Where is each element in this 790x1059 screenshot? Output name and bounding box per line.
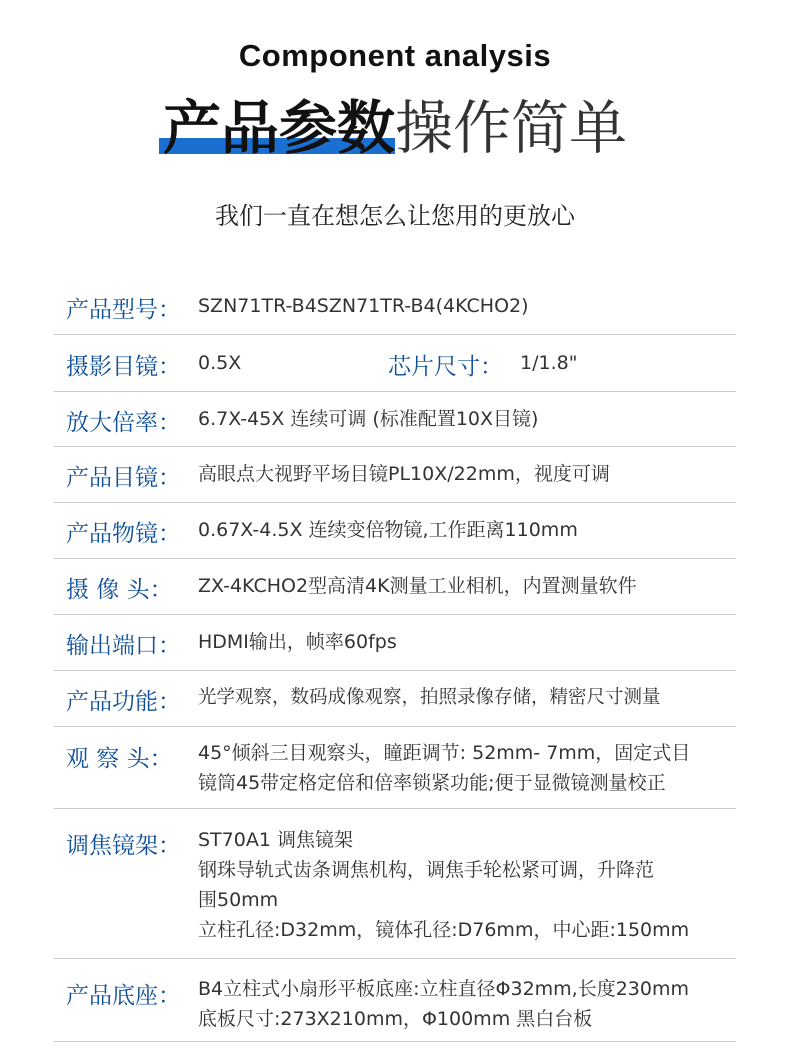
spec-value: SZN71TR-B4SZN71TR-B4(4KCHO2) [198,295,529,317]
spec-value: ZX-4KCHO2型高清4K测量工业相机，内置测量软件 [198,575,637,597]
spec-label: 调焦镜架： [66,833,181,859]
spec-value: ST70A1 调焦镜架 钢珠导轨式齿条调焦机构，调焦手轮松紧可调，升降范 围50mm 立柱孔径:D32mm，镜体孔径:D76mm，中心距:150mm [198,829,690,941]
spec-value: 45°倾斜三目观察头，瞳距调节: 52mm- 7mm，固定式目 镜筒45带定格定倍和倍率锁紧功能;便于显微镜测量校正 [198,742,691,794]
spec-label: 产品底座： [66,983,181,1009]
spec-row-camera-eyepiece [54,335,736,392]
spec-row-viewing-head [54,727,736,809]
spec-value: 高眼点大视野平场目镜PL10X/22mm，视度可调 [198,463,610,485]
spec-label: 产品物镜： [66,521,181,547]
spec-row-function [54,671,736,727]
spec-label: 产品目镜： [66,465,181,491]
spec-label: 产品型号： [66,297,181,323]
chinese-title-bold: 产品参数 [162,94,395,162]
chinese-title [0,92,790,164]
spec-row-magnification [54,392,736,447]
spec-value: 0.5X [198,352,242,374]
spec-label: 放大倍率： [66,410,181,436]
spec-value: B4立柱式小扇形平板底座:立柱直径Φ32mm,长度230mm 底板尺寸:273X210mm，Φ100mm 黑白台板 [198,978,689,1030]
subtitle: 我们一直在想怎么让您用的更放心 [215,202,575,230]
english-title: Component analysis [238,38,552,73]
spec-label: 产品功能： [66,689,181,715]
spec-label: 输出端口： [66,633,181,659]
spec-value: 0.67X-4.5X 连续变倍物镜,工作距离110mm [198,519,578,541]
spec-row-focus-stand [54,809,736,959]
header [0,0,790,250]
chinese-title-light: 操作简单 [395,94,628,162]
spec-value: HDMI输出，帧率60fps [198,631,397,653]
spec-value: 光学观察，数码成像观察，拍照录像存储，精密尺寸测量 [198,687,661,708]
spec-row-output [54,615,736,671]
spec-table [54,279,736,1042]
spec-label-chip-size: 芯片尺寸： [388,354,503,380]
spec-value: 6.7X-45X 连续可调 (标准配置10X目镜) [198,408,539,430]
spec-row-base [54,959,736,1042]
spec-row-camera [54,559,736,615]
spec-row-eyepiece [54,447,736,503]
spec-label: 观 察 头： [66,746,173,772]
spec-label: 摄 像 头： [66,577,173,603]
spec-row-model [54,279,736,335]
spec-value-chip-size: 1/1.8" [520,352,578,374]
spec-row-objective [54,503,736,559]
spec-label: 摄影目镜： [66,354,181,380]
